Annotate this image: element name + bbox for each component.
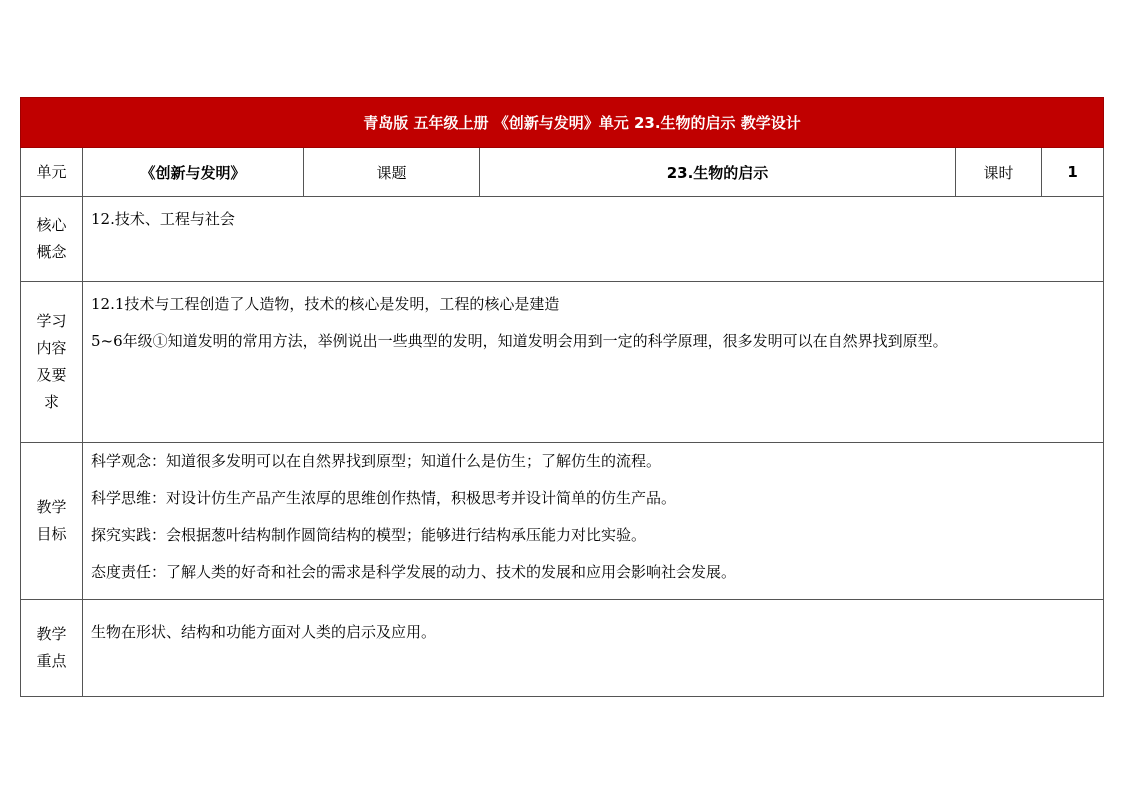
- core-concept-label: 核心 概念: [21, 197, 83, 282]
- lesson-plan-table: [20, 97, 1104, 697]
- teaching-focus-text: 生物在形状、结构和功能方面对人类的启示及应用。: [83, 600, 1104, 697]
- teaching-goals-row: [21, 443, 1104, 600]
- teaching-goals-text: 科学观念：知道很多发明可以在自然界找到原型；知道什么是仿生；了解仿生的流程。 科学思维：对设计仿生产品产生浓厚的思维创作热情，积极思考并设计简单的仿生产品。 探究实践：会根据葱叶结构制作圆筒结构的模型；能够进行结构承压能力对比实验。 态度责任：了解人类的好奇和社会的需求是科学发展的动力、技术的发展和应用会影响社会发展。: [83, 443, 1104, 600]
- unit-value: 《创新与发明》: [83, 148, 304, 197]
- teaching-goals-label: 教学 目标: [21, 443, 83, 600]
- banner-title: 青岛版 五年级上册 《创新与发明》单元 23.生物的启示 教学设计: [363, 114, 801, 132]
- period-label: 课时: [956, 148, 1042, 197]
- learning-requirements-text: 12.1技术与工程创造了人造物，技术的核心是发明，工程的核心是建造 5~6年级①知道发明的常用方法，举例说出一些典型的发明，知道发明会用到一定的科学原理，很多发明可以在自然界找到原型。: [83, 282, 1104, 443]
- header-row: [21, 148, 1104, 197]
- title-banner: [21, 98, 1104, 148]
- teaching-focus-label: 教学 重点: [21, 600, 83, 697]
- unit-label: 单元: [21, 148, 83, 197]
- core-concept-text: 12.技术、工程与社会: [83, 197, 1104, 282]
- learning-requirements-label: 学习 内容 及要 求: [21, 282, 83, 443]
- topic-value: 23.生物的启示: [480, 148, 956, 197]
- learning-requirements-row: [21, 282, 1104, 443]
- teaching-focus-row: [21, 600, 1104, 697]
- core-concept-row: [21, 197, 1104, 282]
- period-value: 1: [1042, 148, 1104, 197]
- topic-label: 课题: [304, 148, 480, 197]
